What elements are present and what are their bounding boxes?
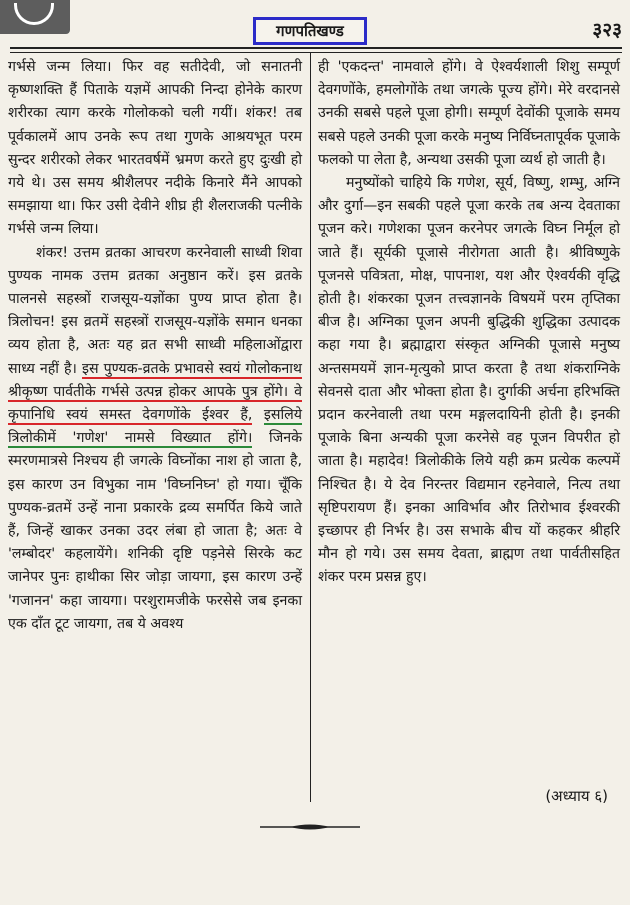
left-paragraph-2-start: शंकर! उत्तम व्रतका आचरण करनेवाली साध्वी शिवा पुण्यक नामक उत्तम व्रतका अनुष्ठान करें। इस व्रतके पालनसे सहस्त्रों राजसूय-यज्ञोंका पुण्य प्राप्त होता है। त्रिलोचन! इस व्रतमें सहस्त्रों राजसूय-यज्ञोंके समान धनका व्यय होता है, अतः यह व्रत सभी साध्वी महिलाओंद्वारा साध्य नहीं है। <box>8 244 302 377</box>
right-column <box>318 56 620 590</box>
left-paragraph-1: गर्भसे जन्म लिया। फिर वह सतीदेवी, जो सनातनी कृष्णशक्ति हैं पिताके यज्ञमें आपकी निन्दा होनेके कारण शरीरका त्याग करके गोलोकको चली गयीं। शंकर! तब पूर्वकालमें आप उनके रूप तथा गुणके आश्रयभूत परम सुन्दर शरीरको लेकर भारतवर्षमें भ्रमण करते हुए दुःखी हो गये थे। उस समय श्रीशैलपर नदीके किनारे मैंने आपको समझाया था। फिर उसी देवीने शीघ्र ही शैलराजकी पत्नीके गर्भसे जन्म लिया। <box>8 59 302 238</box>
menu-icon <box>14 3 54 25</box>
page-number: ३२३ <box>592 19 622 41</box>
spacer <box>252 407 264 423</box>
right-paragraph-1: ही 'एकदन्त' नामवाले होंगे। वे ऐश्वर्यशाली शिशु सम्पूर्ण देवगणोंके, हमलोगोंके तथा जगत्के पूज्य होंगे। मेरे वरदानसे उनकी सबसे पहले पूजा होगी। सम्पूर्ण देवोंकी पूजाके समय सबसे पहले उनकी पूजा करके मनुष्य निर्विघ्नतापूर्वक पूजाके फलको पा लेता है, अन्यथा उसकी पूजा व्यर्थ हो जाती है। <box>318 59 620 168</box>
chapter-label: (अध्याय ६) <box>545 787 608 805</box>
left-column <box>8 56 302 636</box>
overlay-menu-button[interactable] <box>0 0 70 34</box>
header-rule <box>10 47 622 53</box>
column-divider <box>310 52 311 802</box>
page-header-title: गणपतिखण्ड <box>253 17 367 45</box>
left-paragraph-2 <box>8 242 302 636</box>
green-underlined-text: इसलिये त्रिलोकीमें 'गणेश' नामसे विख्यात होंगे। <box>8 407 302 447</box>
right-paragraph-2: मनुष्योंको चाहिये कि गणेश, सूर्य, विष्णु, शम्भु, अग्नि और दुर्गा—इन सबकी पहले पूजा करके तब अन्य देवताका पूजन करे। गणेशका पूजन करनेपर जगत्के विघ्न निर्मूल हो जाते हैं। सूर्यकी पूजासे नीरोगता आती है। श्रीविष्णुके पूजनसे पवित्रता, मोक्ष, पापनाश, यश और ऐश्वर्यकी वृद्धि होती है। शंकरका पूजन तत्त्वज्ञानके विषयमें परम तृप्तिका बीज है। अग्निका पूजन अपनी बुद्धिकी शुद्धिका उत्पादक कहा गया है। ब्रह्माद्वारा संस्कृत अग्निकी पूजासे मनुष्य अन्तसमयमें ज्ञान-मृत्युको प्राप्त करता है तथा शंकराग्निके सेवनसे दाता और भोक्ता होता है। दुर्गाकी अर्चना हरिभक्ति प्रदान करनेवाली तथा परम मङ्गलदायिनी होती है। इनकी पूजाके बिना अन्यकी पूजा करनेसे वह पूजन विपरीत हो जाता है। महादेव! त्रिलोकीके लिये यही क्रम प्रत्येक कल्पमें निश्चित है। ये देव निरन्तर विद्यमान रहनेवाले, नित्य तथा सृष्टिपरायण हैं। इनका आविर्भाव और तिरोभाव ईश्वरकी इच्छापर ही निर्भर है। उस सभाके बीच यों कहकर श्रीहरि मौन हो गये। उस समय देवता, ब्राह्मण तथा पार्वतीसहित शंकर परम प्रसन्न हुए। <box>318 175 620 586</box>
red-underlined-text: इस पुण्यक-व्रतके प्रभावसे स्वयं गोलोकनाथ श्रीकृष्ण पार्वतीके गर्भसे उत्पन्न होकर आपके पुत्र होंगे। वे कृपानिधि स्वयं समस्त देवगणोंके ईश्वर हैं, <box>8 360 302 424</box>
end-ornament-icon <box>260 822 360 832</box>
left-paragraph-2-end: जिनके स्मरणमात्रसे निश्चय ही जगत्के विघ्नोंका नाश हो जाता है, इस कारण उन विभुका नाम 'विघ्ननिघ्न' हो गया। चूँकि पुण्यक-व्रतमें उन्हें नाना प्रकारके द्रव्य समर्पित किये जाते हैं, जिन्हें खाकर उनका उदर लंबा हो जाता है; अतः वे 'लम्बोदर' कहलायेंगे। शनिकी दृष्टि पड़नेसे सिरके कट जानेपर पुनः हाथीका सिर जोड़ा जायगा, इस कारण उन्हें 'गजानन' कहा जायगा। परशुरामजीके फरसेसे जब इनका एक दाँत टूट जायगा, तब ये अवश्य <box>8 430 303 632</box>
